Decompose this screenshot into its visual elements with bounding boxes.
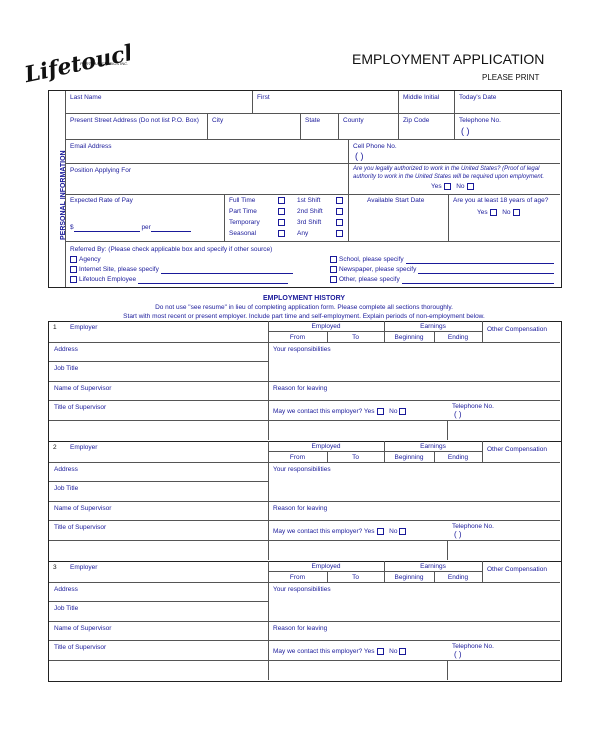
- referred-label: Referred By: (Please check applicable box and specify if other source): [70, 246, 273, 253]
- any-shift-checkbox[interactable]: [336, 230, 343, 237]
- internet-checkbox[interactable]: [70, 266, 77, 273]
- start-date-label: Available Start Date: [367, 197, 425, 204]
- lifetouch-employee-option: [68, 276, 288, 284]
- from-label: From: [289, 334, 306, 341]
- supervisor-title-label: Title of Supervisor: [54, 644, 107, 651]
- contact-question-text: May we contact this employer? Yes: [273, 648, 375, 656]
- reason-leaving-label: Reason for leaving: [273, 625, 328, 632]
- contact-no-label: No: [389, 648, 398, 656]
- newspaper-specify-line[interactable]: [418, 267, 554, 274]
- side-label-text: PERSONAL INFORMATION: [60, 150, 67, 240]
- employer-label: Employer: [70, 444, 98, 451]
- employment-history-title: EMPLOYMENT HISTORY: [262, 295, 346, 302]
- age-yes-checkbox[interactable]: [490, 209, 497, 216]
- other-label: Other, please specify: [339, 276, 400, 284]
- authorized-yes-no: [431, 183, 476, 191]
- beginning-label: Beginning: [394, 334, 424, 341]
- no-label: No: [456, 183, 465, 191]
- state-label: State: [305, 117, 321, 124]
- please-print: PLEASE PRINT: [482, 73, 540, 82]
- employer-telephone-paren: ( ): [454, 530, 462, 539]
- contact-no-checkbox[interactable]: [399, 528, 406, 535]
- age-no-checkbox[interactable]: [513, 209, 520, 216]
- personal-info-side-label: [52, 60, 67, 240]
- shift1-checkbox[interactable]: [336, 197, 343, 204]
- employer-telephone-label: Telephone No.: [452, 643, 494, 650]
- agency-option: [68, 256, 101, 264]
- temporary-label: Temporary: [229, 219, 260, 226]
- lifetouch-employee-line[interactable]: [138, 277, 288, 284]
- position-label: Position Applying For: [70, 167, 132, 174]
- lifetouch-employee-checkbox[interactable]: [70, 276, 77, 283]
- school-label: School, please specify: [339, 256, 404, 264]
- responsibilities-label: Your responsibilities: [273, 466, 331, 473]
- contact-yes-checkbox[interactable]: [377, 648, 384, 655]
- reason-leaving-label: Reason for leaving: [273, 505, 328, 512]
- employer-telephone-paren: ( ): [454, 650, 462, 659]
- school-checkbox[interactable]: [330, 256, 337, 263]
- expected-rate-label: Expected Rate of Pay: [70, 197, 133, 204]
- telephone-label: Telephone No.: [459, 117, 501, 124]
- middle-initial-label: Middle Initial: [403, 94, 440, 101]
- supervisor-title-label: Title of Supervisor: [54, 404, 107, 411]
- ending-label: Ending: [447, 574, 469, 581]
- rate-line: [70, 224, 191, 232]
- contact-no-label: No: [389, 528, 398, 536]
- job-title-label: Job Title: [54, 365, 79, 372]
- beginning-label: Beginning: [394, 574, 424, 581]
- logo-text: Lifetouch: [22, 42, 130, 87]
- contact-no-checkbox[interactable]: [399, 408, 406, 415]
- shift3-checkbox[interactable]: [336, 219, 343, 226]
- temporary-checkbox[interactable]: [278, 219, 285, 226]
- address-label: Address: [54, 466, 78, 473]
- contact-no-checkbox[interactable]: [399, 648, 406, 655]
- other-compensation-label: Other Compensation: [487, 326, 547, 333]
- address-label: Address: [54, 346, 78, 353]
- authorized-yes-checkbox[interactable]: [444, 183, 451, 190]
- employer-number: 3: [53, 564, 57, 571]
- seasonal-checkbox[interactable]: [278, 230, 285, 237]
- authorized-no-checkbox[interactable]: [467, 183, 474, 190]
- supervisor-title-label: Title of Supervisor: [54, 524, 107, 531]
- ending-label: Ending: [447, 454, 469, 461]
- employer-telephone-label: Telephone No.: [452, 523, 494, 530]
- contact-question-text: May we contact this employer? Yes: [273, 408, 375, 416]
- age-question: Are you at least 18 years of age?: [453, 197, 549, 204]
- internet-label: Internet Site, please specify: [79, 266, 159, 274]
- contact-yes-checkbox[interactable]: [377, 408, 384, 415]
- contact-yes-checkbox[interactable]: [377, 528, 384, 535]
- any-shift-label: Any: [297, 230, 309, 237]
- employed-label: Employed: [311, 563, 341, 570]
- earnings-label: Earnings: [420, 323, 446, 330]
- employer-number: 2: [53, 444, 57, 451]
- county-label: County: [343, 117, 364, 124]
- shift2-label: 2nd Shift: [297, 208, 323, 215]
- earnings-label: Earnings: [420, 563, 446, 570]
- other-compensation-label: Other Compensation: [487, 566, 547, 573]
- contact-employer-question: [273, 408, 408, 416]
- supervisor-name-label: Name of Supervisor: [54, 385, 112, 392]
- contact-no-label: No: [389, 408, 398, 416]
- ending-label: Ending: [447, 334, 469, 341]
- agency-checkbox[interactable]: [70, 256, 77, 263]
- authorized-question: Are you legally authorized to work in the United States? (Proof of legal authority to work in the United States will be required upon employment.: [353, 166, 545, 180]
- dollar-sign: $: [70, 224, 74, 231]
- employer-number: 1: [53, 324, 57, 331]
- employer-label: Employer: [70, 564, 98, 571]
- first-name-label: First: [257, 94, 270, 101]
- age-yes-label: Yes: [477, 209, 488, 217]
- beginning-label: Beginning: [394, 454, 424, 461]
- full-time-label: Full Time: [229, 197, 256, 204]
- zip-label: Zip Code: [403, 117, 430, 124]
- supervisor-name-label: Name of Supervisor: [54, 505, 112, 512]
- history-note-1: [60, 304, 548, 312]
- job-title-label: Job Title: [54, 485, 79, 492]
- other-option: [328, 276, 554, 284]
- from-label: From: [289, 454, 306, 461]
- email-label: Email Address: [70, 143, 112, 150]
- cell-phone-paren: ( ): [355, 151, 364, 161]
- part-time-checkbox[interactable]: [278, 208, 285, 215]
- school-specify-line[interactable]: [406, 257, 554, 264]
- part-time-label: Part Time: [229, 208, 257, 215]
- lifetouch-employee-label: Lifetouch Employee: [79, 276, 137, 284]
- street-address-label: Present Street Address (Do not list P.O. Box): [70, 117, 199, 124]
- shift2-checkbox[interactable]: [336, 208, 343, 215]
- employer-telephone-paren: ( ): [454, 410, 462, 419]
- contact-question-text: May we contact this employer? Yes: [273, 528, 375, 536]
- history-note-1-text: Do not use "see resume" in lieu of completing application form. Please complete all sections thoroughly.: [155, 304, 453, 311]
- history-note-2: Start with most recent or present employer. Include part time and self-employment. Explain periods of non-employment below.: [123, 313, 485, 320]
- contact-employer-question: [273, 648, 408, 656]
- employer-label: Employer: [70, 324, 98, 331]
- full-time-checkbox[interactable]: [278, 197, 285, 204]
- todays-date-label: Today's Date: [459, 94, 497, 101]
- to-label: To: [352, 454, 359, 461]
- to-label: To: [352, 574, 359, 581]
- employed-label: Employed: [311, 443, 341, 450]
- newspaper-option: [328, 266, 554, 274]
- reason-leaving-label: Reason for leaving: [273, 385, 328, 392]
- earnings-label: Earnings: [420, 443, 446, 450]
- city-label: City: [212, 117, 224, 124]
- other-checkbox[interactable]: [330, 276, 337, 283]
- employed-label: Employed: [311, 323, 341, 330]
- responsibilities-label: Your responsibilities: [273, 586, 331, 593]
- other-compensation-label: Other Compensation: [487, 446, 547, 453]
- supervisor-name-label: Name of Supervisor: [54, 625, 112, 632]
- logo-subtitle: PORTRAIT STUDIOS INC.: [80, 61, 129, 66]
- age-yes-no: [477, 209, 522, 217]
- age-no-label: No: [502, 209, 511, 217]
- telephone-paren: ( ): [461, 126, 470, 136]
- newspaper-checkbox[interactable]: [330, 266, 337, 273]
- last-name-label: Last Name: [70, 94, 102, 101]
- internet-option: [68, 266, 293, 274]
- yes-label: Yes: [431, 183, 442, 191]
- per-label: per: [141, 224, 151, 231]
- contact-employer-question: [273, 528, 408, 536]
- employer-telephone-label: Telephone No.: [452, 403, 494, 410]
- newspaper-label: Newspaper, please specify: [339, 266, 417, 274]
- from-label: From: [289, 574, 306, 581]
- shift1-label: 1st Shift: [297, 197, 321, 204]
- seasonal-label: Seasonal: [229, 230, 257, 237]
- agency-label: Agency: [79, 256, 101, 264]
- school-option: [328, 256, 554, 264]
- internet-specify-line[interactable]: [161, 267, 293, 274]
- responsibilities-label: Your responsibilities: [273, 346, 331, 353]
- shift3-label: 3rd Shift: [297, 219, 322, 226]
- other-specify-line[interactable]: [402, 277, 554, 284]
- cell-phone-label: Cell Phone No.: [353, 143, 397, 150]
- to-label: To: [352, 334, 359, 341]
- job-title-label: Job Title: [54, 605, 79, 612]
- page-title: EMPLOYMENT APPLICATION: [352, 51, 545, 67]
- address-label: Address: [54, 586, 78, 593]
